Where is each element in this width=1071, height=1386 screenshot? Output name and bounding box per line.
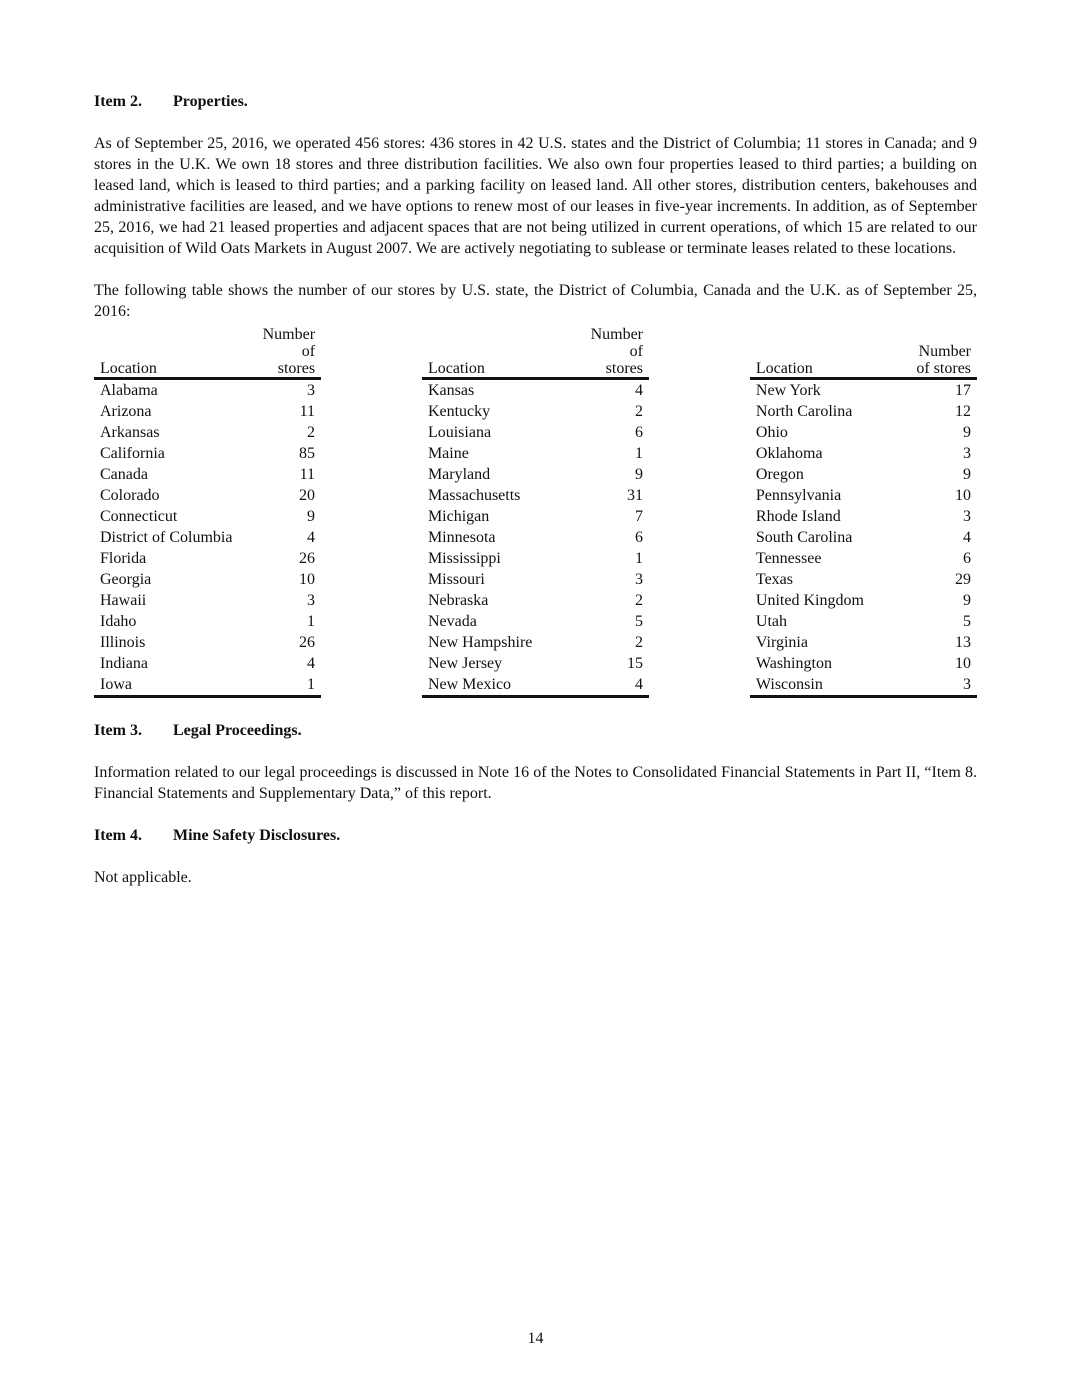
location-cell: Utah bbox=[755, 613, 788, 630]
store-count-cell: 6 bbox=[635, 529, 643, 546]
location-cell: Florida bbox=[100, 550, 147, 567]
store-count-cell: 9 bbox=[963, 466, 971, 483]
location-cell: Missouri bbox=[427, 571, 485, 588]
store-count-cell: 3 bbox=[963, 445, 971, 462]
table-row bbox=[94, 401, 977, 422]
location-cell: District of Columbia bbox=[100, 529, 233, 546]
store-count-cell: 2 bbox=[635, 403, 643, 420]
location-cell: California bbox=[100, 445, 165, 462]
store-count-cell: 3 bbox=[307, 592, 316, 609]
store-count-cell: 5 bbox=[963, 613, 971, 630]
store-count-cell: 4 bbox=[307, 655, 316, 672]
store-count-cell: 3 bbox=[635, 571, 643, 588]
table-row bbox=[94, 506, 977, 527]
location-cell: Alabama bbox=[100, 382, 158, 399]
location-cell: United Kingdom bbox=[755, 592, 864, 609]
page-number: 14 bbox=[527, 1330, 544, 1347]
header-location: Location bbox=[750, 326, 910, 379]
store-count-cell: 6 bbox=[963, 550, 971, 567]
store-count-cell: 9 bbox=[307, 508, 316, 525]
store-count-cell: 4 bbox=[307, 529, 316, 546]
store-count-cell: 31 bbox=[627, 487, 643, 504]
store-count-cell: 2 bbox=[635, 592, 643, 609]
table-row bbox=[94, 527, 977, 548]
header-location: Location bbox=[94, 326, 254, 379]
location-cell: Virginia bbox=[755, 634, 808, 651]
item4-title: Mine Safety Disclosures. bbox=[173, 827, 341, 844]
stores-table-header bbox=[94, 326, 977, 379]
location-cell: Illinois bbox=[100, 634, 146, 651]
location-cell: New Hampshire bbox=[427, 634, 533, 651]
store-count-cell: 5 bbox=[635, 613, 643, 630]
location-cell: Louisiana bbox=[427, 424, 492, 441]
store-count-cell: 4 bbox=[635, 382, 643, 399]
store-count-cell: 4 bbox=[963, 529, 971, 546]
location-cell: Georgia bbox=[100, 571, 152, 588]
mine-safety-paragraph: Not applicable. bbox=[94, 869, 192, 886]
header-number bbox=[910, 326, 977, 379]
location-cell: South Carolina bbox=[755, 529, 853, 546]
location-cell: Connecticut bbox=[100, 508, 178, 525]
header-number-line2: of stores bbox=[916, 360, 972, 377]
store-count-cell: 6 bbox=[635, 424, 643, 441]
location-cell: Kansas bbox=[427, 382, 475, 399]
header-number-line1: Number bbox=[262, 326, 316, 343]
store-count-cell: 11 bbox=[299, 403, 316, 420]
location-cell: New Mexico bbox=[422, 674, 582, 697]
table-row bbox=[94, 379, 977, 402]
location-cell: Indiana bbox=[100, 655, 148, 672]
store-count-cell: 10 bbox=[299, 571, 316, 588]
table-row bbox=[94, 611, 977, 632]
location-cell: Canada bbox=[100, 466, 148, 483]
location-cell: Tennessee bbox=[755, 550, 822, 567]
location-cell: Maine bbox=[427, 445, 469, 462]
store-count-cell: 12 bbox=[955, 403, 971, 420]
location-cell: Colorado bbox=[100, 487, 160, 504]
location-cell: Idaho bbox=[100, 613, 137, 630]
location-cell: Minnesota bbox=[427, 529, 496, 546]
item4-number: Item 4. bbox=[94, 827, 142, 844]
table-row bbox=[94, 422, 977, 443]
location-cell: Wisconsin bbox=[750, 674, 910, 697]
item4-heading bbox=[94, 825, 977, 846]
store-count-cell: 9 bbox=[963, 592, 971, 609]
location-cell: Washington bbox=[755, 655, 832, 672]
location-cell: Texas bbox=[755, 571, 793, 588]
store-count-cell: 13 bbox=[955, 634, 971, 651]
table-intro-paragraph: The following table shows the number of our stores by U.S. state, the District of Columbia, Canada and the U.K. as of September 25, 2016: bbox=[94, 282, 977, 320]
store-count-cell: 17 bbox=[955, 382, 971, 399]
location-cell: Michigan bbox=[427, 508, 490, 525]
table-row bbox=[94, 632, 977, 653]
location-cell: Pennsylvania bbox=[755, 487, 842, 504]
legal-proceedings-paragraph: Information related to our legal proceedings is discussed in Note 16 of the Notes to Consolidated Financial Statements in Part II, “Item 8. Financial Statements and Supplementary Data,” of this report. bbox=[94, 764, 977, 802]
header-number-line2: of stores bbox=[277, 343, 316, 377]
table-row bbox=[94, 443, 977, 464]
store-count-cell: 2 bbox=[307, 424, 316, 441]
store-count-cell: 11 bbox=[299, 466, 316, 483]
store-count-cell: 85 bbox=[299, 445, 316, 462]
store-count-cell: 2 bbox=[635, 634, 643, 651]
store-count-cell: 3 bbox=[307, 382, 316, 399]
store-count-cell: 26 bbox=[299, 634, 316, 651]
location-cell: Arkansas bbox=[100, 424, 160, 441]
location-cell: North Carolina bbox=[755, 403, 853, 420]
location-cell: Mississippi bbox=[427, 550, 501, 567]
store-count-cell: 3 bbox=[963, 508, 971, 525]
store-count-cell: 20 bbox=[299, 487, 316, 504]
location-cell: Massachusetts bbox=[427, 487, 521, 504]
stores-table bbox=[94, 326, 977, 698]
table-row bbox=[94, 674, 977, 697]
store-count-cell: 4 bbox=[582, 674, 649, 697]
location-cell: Kentucky bbox=[427, 403, 491, 420]
header-number-line1: Number bbox=[918, 343, 971, 360]
stores-table-body bbox=[94, 379, 977, 697]
table-row bbox=[94, 548, 977, 569]
store-count-cell: 15 bbox=[627, 655, 643, 672]
store-count-cell: 7 bbox=[635, 508, 643, 525]
location-cell: Ohio bbox=[755, 424, 788, 441]
item3-title: Legal Proceedings. bbox=[173, 722, 302, 739]
location-cell: New York bbox=[755, 382, 821, 399]
location-cell: Rhode Island bbox=[755, 508, 841, 525]
store-count-cell: 1 bbox=[635, 445, 643, 462]
location-cell: Arizona bbox=[100, 403, 152, 420]
location-cell: New Jersey bbox=[427, 655, 503, 672]
location-cell: Hawaii bbox=[100, 592, 147, 609]
header-location: Location bbox=[422, 326, 582, 379]
table-row bbox=[94, 485, 977, 506]
table-row bbox=[94, 464, 977, 485]
item2-heading bbox=[94, 91, 977, 112]
item2-number: Item 2. bbox=[94, 93, 142, 110]
item2-title: Properties. bbox=[173, 93, 248, 110]
properties-paragraph: As of September 25, 2016, we operated 456 stores: 436 stores in 42 U.S. states and the District of Columbia; 11 stores in Canada; and 9 stores in the U.K. We own 18 stores and three distribution facilities. We also own four properties leased to third parties; a building on leased land, which is leased to third parties; and a parking facility on leased land. All other stores, distribution centers, bakehouses and administrative facilities are leased, and we have options to renew most of our leases in five-year increments. In addition, as of September 25, 2016, we had 21 leased properties and adjacent spaces that are not being utilized in current operations, of which 15 are related to our acquisition of Wild Oats Markets in August 2007. We are actively negotiating to sublease or terminate leases related to these locations. bbox=[94, 135, 977, 257]
table-row bbox=[94, 653, 977, 674]
header-number bbox=[582, 326, 649, 379]
store-count-cell: 29 bbox=[955, 571, 971, 588]
header-number bbox=[254, 326, 321, 379]
location-cell: Oklahoma bbox=[755, 445, 823, 462]
store-count-cell: 9 bbox=[635, 466, 643, 483]
store-count-cell: 10 bbox=[955, 655, 971, 672]
location-cell: Oregon bbox=[755, 466, 804, 483]
document-page bbox=[94, 91, 977, 888]
table-row bbox=[94, 569, 977, 590]
item3-number: Item 3. bbox=[94, 722, 142, 739]
store-count-cell: 1 bbox=[307, 613, 316, 630]
header-number-line2: of stores bbox=[605, 343, 643, 377]
store-count-cell: 9 bbox=[963, 424, 971, 441]
store-count-cell: 1 bbox=[635, 550, 643, 567]
location-cell: Nebraska bbox=[427, 592, 489, 609]
store-count-cell: 3 bbox=[910, 674, 977, 697]
table-row bbox=[94, 590, 977, 611]
store-count-cell: 10 bbox=[955, 487, 971, 504]
store-count-cell: 26 bbox=[299, 550, 316, 567]
location-cell: Nevada bbox=[427, 613, 477, 630]
item3-heading bbox=[94, 720, 977, 741]
store-count-cell: 1 bbox=[254, 674, 321, 697]
location-cell: Maryland bbox=[427, 466, 491, 483]
location-cell: Iowa bbox=[94, 674, 254, 697]
header-number-line1: Number bbox=[590, 326, 643, 343]
